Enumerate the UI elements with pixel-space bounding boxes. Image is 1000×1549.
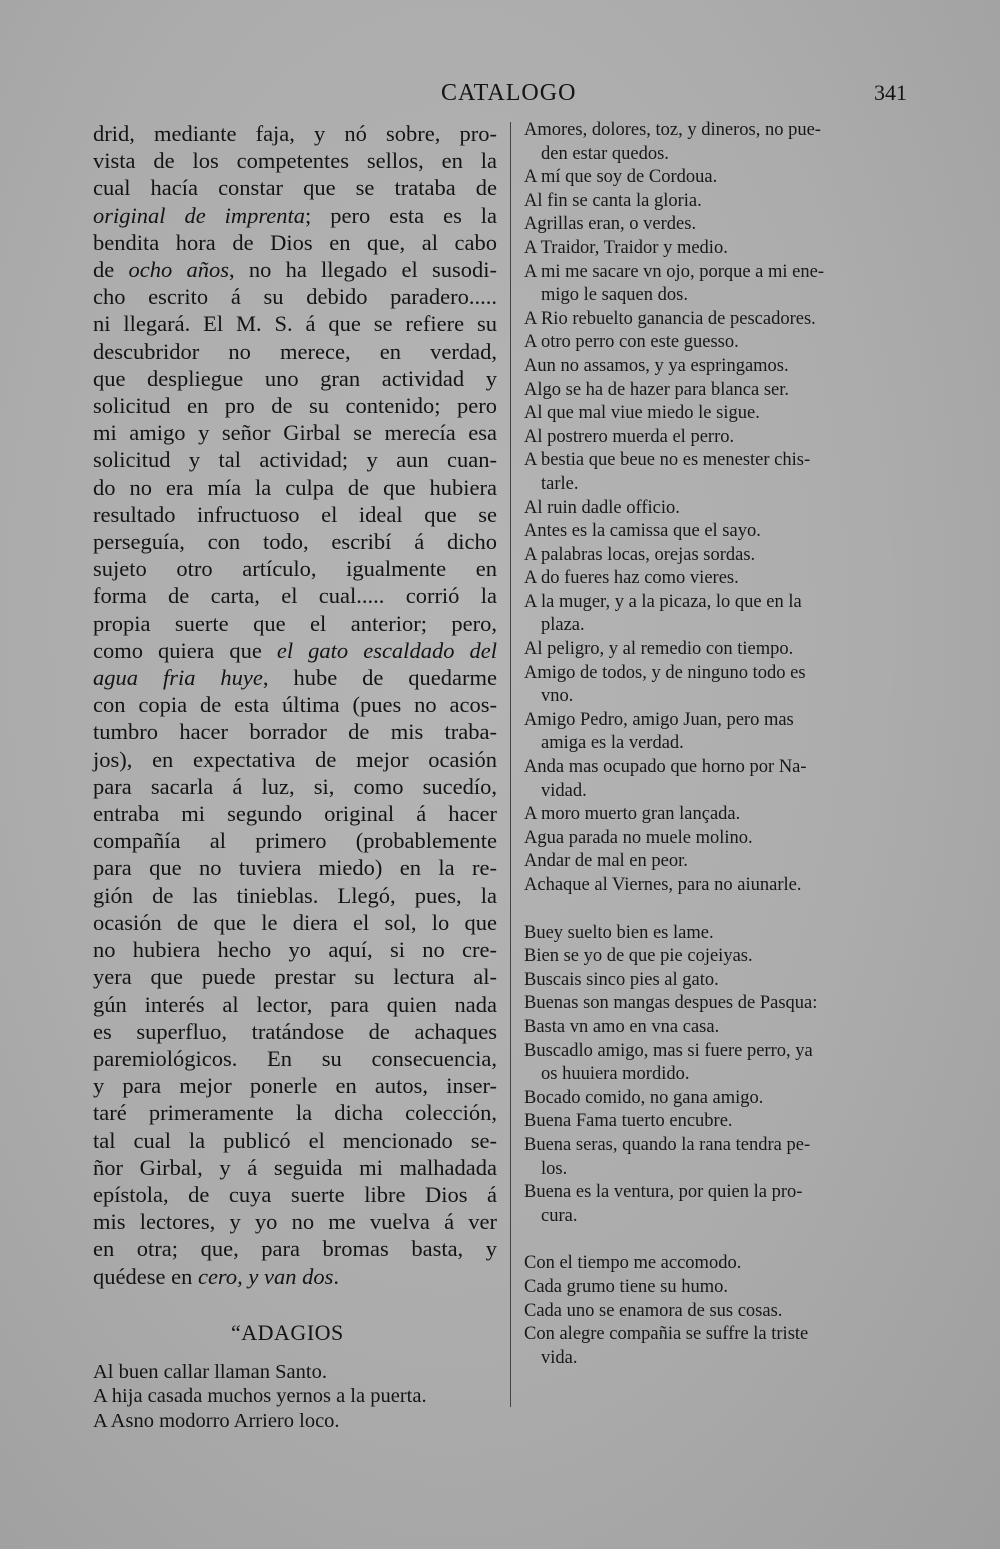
proverb-line: A palabras locas, orejas sordas. <box>524 544 756 565</box>
proverb-line: Agua parada no muele molino. <box>524 827 753 848</box>
proverb-line: A moro muerto gran lançada. <box>524 804 741 825</box>
proverb-group <box>524 922 912 1229</box>
paragraph-line: tal cual la publicó el mencionado se- <box>93 1127 497 1153</box>
proverb-continuation: migo le saquen dos. <box>541 285 688 306</box>
proverb-line: Al peligro, y al remedio con tiempo. <box>524 639 794 660</box>
proverb-line: Cada grumo tiene su humo. <box>524 1276 728 1297</box>
paragraph-line: mis lectores, y yo no me vuelva á ver <box>93 1209 497 1235</box>
column-divider <box>510 122 511 1407</box>
proverb-line: Buenas son mangas despues de Pasqua: <box>524 993 818 1014</box>
paragraph-line: tumbro hacer borrador de mis traba- <box>93 719 497 745</box>
proverb-line: Andar de mal en peor. <box>524 851 688 872</box>
proverb-continuation: tarle. <box>541 473 579 494</box>
paragraph-line: que despliegue uno gran actividad y <box>93 365 497 391</box>
running-title: CATALOGO <box>441 80 577 106</box>
proverb-line: A do fueres haz como vieres. <box>524 568 739 589</box>
proverb-line: A bestia que beue no es menester chis- <box>524 450 811 471</box>
paragraph-line: original de imprenta; pero esta es la <box>93 202 497 228</box>
proverb-continuation: amiga es la verdad. <box>541 733 684 754</box>
proverb-line: A otro perro con este guesso. <box>524 332 739 353</box>
proverb-line: Buscadlo amigo, mas si fuere perro, ya <box>524 1040 813 1061</box>
paragraph-line: ni llegará. El M. S. á que se refiere su <box>93 311 497 337</box>
proverb-line: Amigo Pedro, amigo Juan, pero mas <box>524 709 794 730</box>
proverb-continuation: den estar quedos. <box>541 143 669 164</box>
adages-list <box>93 1360 497 1434</box>
paragraph-line: y para mejor ponerle en autos, inser- <box>93 1073 497 1099</box>
proverb-line: Amigo de todos, y de ninguno todo es <box>524 662 806 683</box>
paragraph-line: con copia de esta última (pues no acos- <box>93 692 497 718</box>
proverb-line: Amores, dolores, toz, y dineros, no pue- <box>524 120 821 140</box>
proverb-continuation: os huuiera mordido. <box>541 1064 690 1085</box>
proverb-line: Al que mal viue miedo le sigue. <box>524 403 760 424</box>
paragraph-line: propia suerte que el anterior; pero, <box>93 610 497 636</box>
proverb-line: Buena es la ventura, por quien la pro- <box>524 1182 803 1203</box>
paragraph-line: no hubiera hecho yo aquí, si no cre- <box>93 937 497 963</box>
paragraph-line: en otra; que, para bromas basta, y <box>93 1236 497 1262</box>
running-head <box>0 80 1000 110</box>
proverb-line: Bocado comido, no gana amigo. <box>524 1087 764 1108</box>
paragraph-line: mi amigo y señor Girbal se merecía esa <box>93 420 497 446</box>
paragraph-line: epístola, de cuya suerte libre Dios á <box>93 1181 497 1207</box>
page-number: 341 <box>874 80 907 105</box>
paragraph-line: agua fria huye, hube de quedarme <box>93 665 497 691</box>
proverb-line: A Rio rebuelto ganancia de pescadores. <box>524 308 816 329</box>
proverb-line: Agrillas eran, o verdes. <box>524 214 697 235</box>
body-paragraph <box>93 120 497 1290</box>
proverb-group <box>524 1252 912 1370</box>
proverb-line: Basta vn amo en vna casa. <box>524 1016 720 1037</box>
proverb-continuation: cura. <box>541 1205 578 1226</box>
paragraph-line: forma de carta, el cual..... corrió la <box>93 583 497 609</box>
paragraph-line: taré primeramente la dicha colección, <box>93 1100 497 1126</box>
paragraph-line: para sacarla á luz, si, como sucedío, <box>93 773 497 799</box>
paragraph-line: resultado infructuoso el ideal que se <box>93 501 497 527</box>
proverb-continuation: vidad. <box>541 780 587 801</box>
proverb-continuation: plaza. <box>541 615 585 636</box>
paragraph-line: para que no tuviera miedo) en la re- <box>93 855 497 881</box>
paragraph-line: yera que puede prestar su lectura al- <box>93 964 497 990</box>
proverb-line: A mí que soy de Cordoua. <box>524 167 718 188</box>
paragraph-line: compañía al primero (probablemente <box>93 828 497 854</box>
proverb-line: A Traidor, Traidor y medio. <box>524 237 728 258</box>
proverb-line: Algo se ha de hazer para blanca ser. <box>524 379 790 400</box>
paragraph-line: gión de las tinieblas. Llegó, pues, la <box>93 882 497 908</box>
adage-line: Al buen callar llaman Santo. <box>93 1360 327 1383</box>
paragraph-line: paremiológicos. En su consecuencia, <box>93 1045 497 1071</box>
paragraph-line: descubridor no merece, en verdad, <box>93 338 497 364</box>
paragraph-line: entraba mi segundo original á hacer <box>93 801 497 827</box>
paragraph-line: como quiera que el gato escaldado del <box>93 637 497 663</box>
proverb-group <box>524 119 912 898</box>
paragraph-line: solicitud y tal actividad; y aun cuan- <box>93 447 497 473</box>
proverb-line: Buena Fama tuerto encubre. <box>524 1111 733 1132</box>
paragraph-line: do no era mía la culpa de que hubiera <box>93 474 497 500</box>
proverb-line: Al postrero muerda el perro. <box>524 426 735 447</box>
proverb-line: Buena seras, quando la rana tendra pe- <box>524 1134 811 1155</box>
paragraph-line: cho escrito á su debido paradero..... <box>93 284 497 310</box>
proverb-line: Anda mas ocupado que horno por Na- <box>524 757 807 778</box>
paragraph-line: de ocho años, no ha llegado el susodi- <box>93 257 497 283</box>
proverb-line: Cada uno se enamora de sus cosas. <box>524 1300 783 1321</box>
proverb-line: A la muger, y a la picaza, lo que en la <box>524 591 802 612</box>
paragraph-line: ocasión de que le diera el sol, lo que <box>93 909 497 935</box>
right-column <box>524 119 912 1394</box>
paragraph-line: es superfluo, tratándose de achaques <box>93 1018 497 1044</box>
section-heading: “ADAGIOS <box>231 1319 344 1345</box>
proverb-line: Con el tiempo me accomodo. <box>524 1253 742 1274</box>
paragraph-line: solicitud en pro de su contenido; pero <box>93 393 497 419</box>
adage-line: A hija casada muchos yernos a la puerta. <box>93 1385 427 1408</box>
paragraph-line: vista de los competentes sellos, en la <box>93 148 497 174</box>
paragraph-line: gún interés al lector, para quien nada <box>93 991 497 1017</box>
proverb-line: Achaque al Viernes, para no aiunarle. <box>524 875 802 895</box>
proverb-line: Al ruin dadle officio. <box>524 497 680 518</box>
paragraph-line: bendita hora de Dios en que, al cabo <box>93 229 497 255</box>
proverb-line: Buscais sinco pies al gato. <box>524 969 719 990</box>
proverb-line: Antes es la camissa que el sayo. <box>524 521 761 542</box>
paragraph-line: sujeto otro artículo, igualmente en <box>93 556 497 582</box>
proverb-continuation: los. <box>541 1158 568 1179</box>
paragraph-line: perseguía, con todo, escribí á dicho <box>93 529 497 555</box>
paragraph-line: drid, mediante faja, y nó sobre, pro- <box>93 121 497 146</box>
proverb-line: Aun no assamos, y ya espringamos. <box>524 355 789 376</box>
proverb-line: Con alegre compañia se suffre la triste <box>524 1324 809 1345</box>
left-column <box>93 120 497 1433</box>
paragraph-line: quédese en cero, y van dos. <box>93 1263 339 1289</box>
proverb-line: Buey suelto bien es lame. <box>524 922 714 943</box>
paragraph-line: cual hacía constar que se trataba de <box>93 175 497 201</box>
adage-line: A Asno modorro Arriero loco. <box>93 1409 340 1432</box>
proverb-continuation: vida. <box>541 1347 578 1368</box>
proverb-line: Bien se yo de que pie cojeiyas. <box>524 946 753 967</box>
proverb-continuation: vno. <box>541 686 574 707</box>
paragraph-line: jos), en expectativa de mejor ocasión <box>93 746 497 772</box>
proverb-line: Al fin se canta la gloria. <box>524 190 702 211</box>
paragraph-line: ñor Girbal, y á seguida mi malhadada <box>93 1154 497 1180</box>
proverb-line: A mi me sacare vn ojo, porque a mi ene- <box>524 261 825 282</box>
